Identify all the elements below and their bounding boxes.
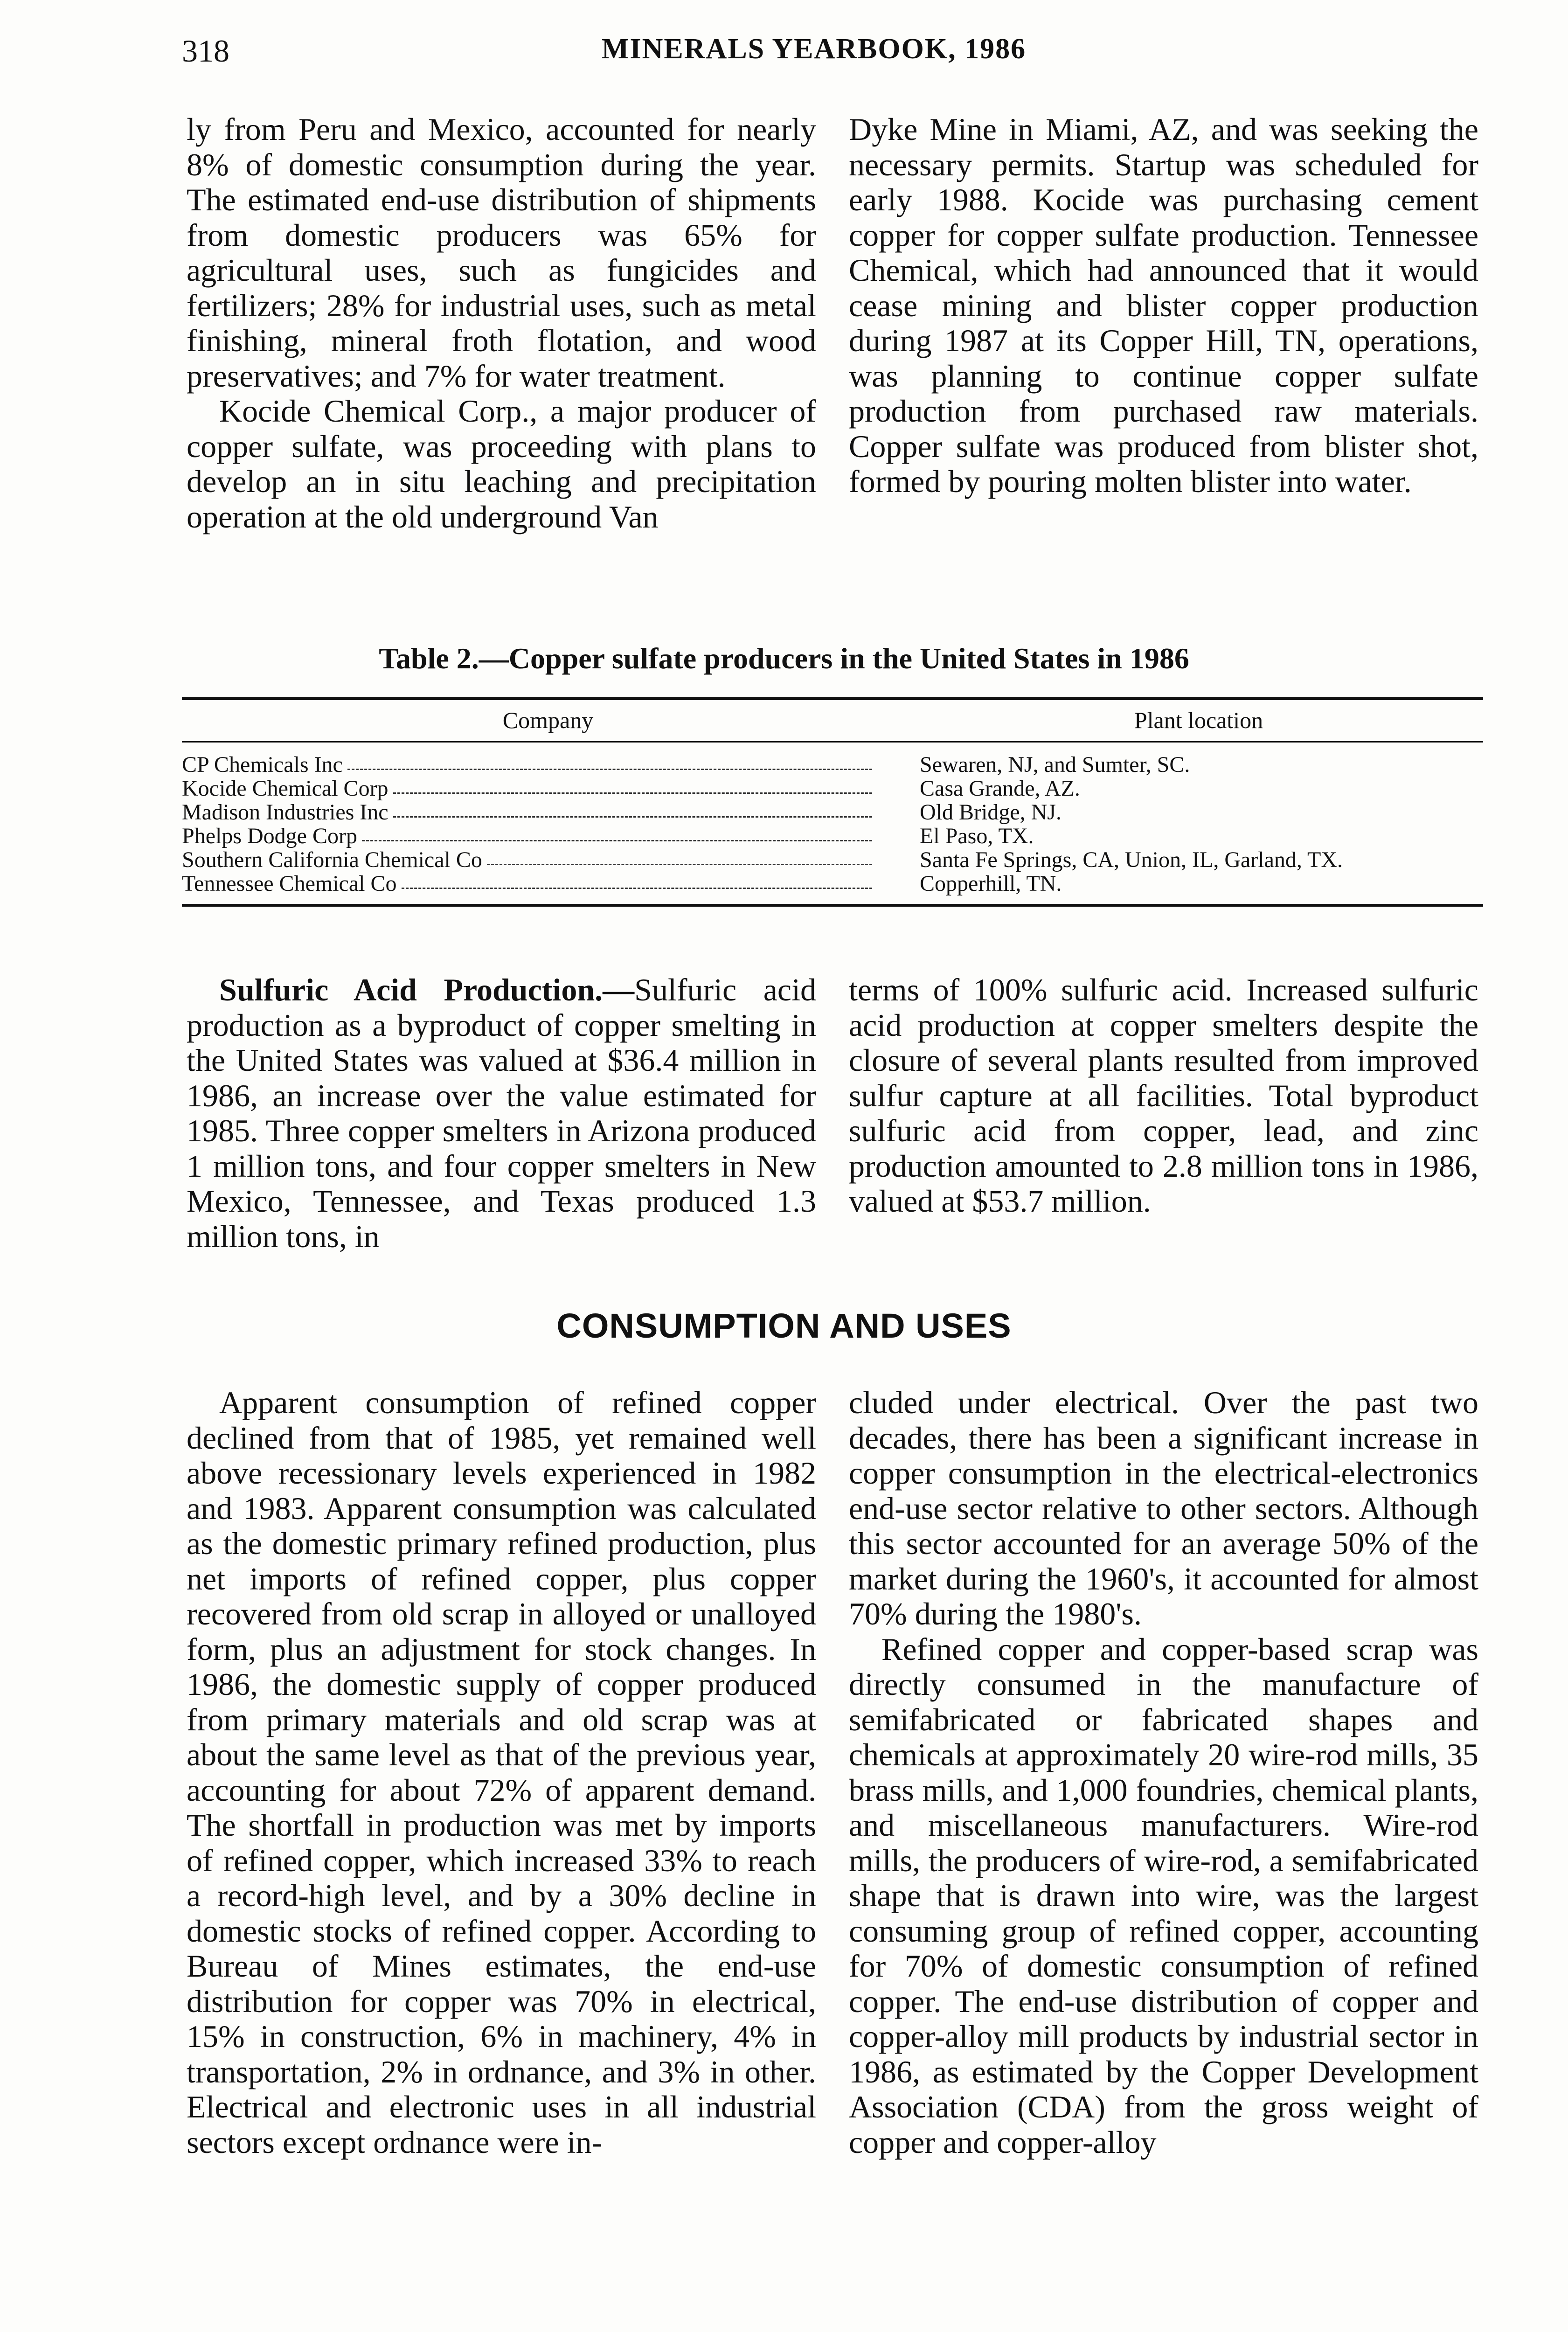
company-cell: Tennessee Chemical Co (182, 872, 397, 895)
paragraph-text: Sulfuric acid production as a byproduct of copper smelting in the United States was valued at $36.4 million in 1986, an increase over the value estimated for 1985. Three copper smelters in Arizona produced 1 million tons, and four copper smelters in New Mexico, Tennessee, and Texas produced 1.3 million tons, in (187, 972, 816, 1254)
location-cell: Old Bridge, NJ. (920, 800, 1062, 825)
intro-right-column (849, 112, 1478, 500)
column-header-location: Plant location (1134, 707, 1263, 733)
producers-table (182, 697, 1483, 907)
table-row (182, 753, 1483, 777)
sulfuric-acid-right-column (849, 972, 1478, 1219)
table-title: Table 2.—Copper sulfate producers in the United States in 1986 (379, 642, 1189, 675)
table-row (182, 824, 1483, 848)
sulfuric-acid-left-column (187, 972, 816, 1254)
table-row (182, 777, 1483, 800)
intro-left-column (187, 112, 816, 534)
column-header-company: Company (502, 707, 594, 733)
table-row (182, 800, 1483, 824)
company-cell: Kocide Chemical Corp (182, 777, 389, 800)
dot-leader (393, 800, 872, 818)
paragraph: ly from Peru and Mexico, accounted for nearly 8% of domestic consumption during the year. The estimated end-use distribution of shipments from domestic producers was 65% for agricultural uses, such as fungicides and fertilizers; 28% for industrial uses, such as metal finishing, mineral froth flotation, and wood preservatives; and 7% for water treatment. (187, 111, 816, 394)
dot-leader (362, 824, 872, 841)
dot-leader (402, 872, 873, 889)
dot-leader (347, 753, 872, 770)
paragraph: Kocide Chemical Corp., a major producer of copper sulfate, was proceeding with plans to develop an in situ leaching and precipitation operation at the old underground Van (187, 393, 816, 534)
location-cell: El Paso, TX. (920, 824, 1034, 848)
table-row (182, 872, 1483, 895)
table-bottom-rule (182, 904, 1483, 907)
table-row (182, 848, 1483, 872)
company-cell: Phelps Dodge Corp (182, 824, 357, 848)
company-cell: Madison Industries Inc (182, 800, 389, 824)
run-in-heading: Sulfuric Acid Production.— (219, 972, 635, 1007)
location-cell: Sewaren, NJ, and Sumter, SC. (920, 752, 1190, 777)
section-heading: CONSUMPTION AND USES (556, 1306, 1012, 1345)
table-body (182, 743, 1483, 904)
paragraph: Apparent consumption of refined copper declined from that of 1985, yet remained well above recessionary levels experienced in 1982 and 1983. Apparent consumption was calculated as the domestic primary refined production, plus net imports of refined copper, plus copper recovered from old scrap in alloyed or unalloyed form, plus an adjustment for stock changes. In 1986, the domestic supply of copper produced from primary materials and old scrap was at about the same level as that of the previous year, accounting for about 72% of apparent demand. The shortfall in production was met by imports of refined copper, which increased 33% to reach a record-high level, and by a 30% decline in domestic stocks of refined copper. According to Bureau of Mines estimates, the end-use distribution for copper was 70% in electrical, 15% in construction, 6% in machinery, 4% in transportation, 2% in ordnance, and 3% in other. Electrical and electronic uses in all industrial sectors except ordnance were in- (187, 1385, 816, 2160)
consumption-right-column (849, 1385, 1478, 2160)
dot-leader (393, 777, 872, 794)
company-cell: Southern California Chemical Co (182, 848, 482, 872)
location-cell: Santa Fe Springs, CA, Union, IL, Garland, TX. (920, 847, 1343, 872)
paragraph (187, 972, 816, 1254)
paragraph: cluded under electrical. Over the past two decades, there has been a significant increase in copper consumption in the electrical-electronics end-use sector relative to other sectors. Although this sector accounted for an average 50% of the market during the 1960's, it accounted for almost 70% during the 1980's. (849, 1385, 1478, 1631)
location-cell: Casa Grande, AZ. (920, 776, 1080, 801)
running-title: MINERALS YEARBOOK, 1986 (602, 33, 1027, 65)
paragraph: Refined copper and copper-based scrap was directly consumed in the manufacture of semifabricated or fabricated shapes and chemicals at approximately 20 wire-rod mills, 35 brass mills, and 1,000 foundries, chemical plants, and miscellaneous manufacturers. Wire-rod mills, the producers of wire-rod, a semifabricated shape that is drawn into wire, was the largest consuming group of refined copper, accounting for 70% of domestic consumption of refined copper. The end-use distribution of copper and copper-alloy mill products by industrial sector in 1986, as estimated by the Copper Development Association (CDA) from the gross weight of copper and copper-alloy (849, 1631, 1478, 2160)
company-cell: CP Chemicals Inc (182, 753, 343, 777)
dot-leader (487, 848, 872, 865)
paragraph: Dyke Mine in Miami, AZ, and was seeking the necessary permits. Startup was scheduled for early 1988. Kocide was purchasing cement copper for copper sulfate production. Tennessee Chemical, which had announced that it would cease mining and blister copper production during 1987 at its Copper Hill, TN, operations, was planning to continue copper sulfate production from purchased raw materials. Copper sulfate was produced from blister shot, formed by pouring molten blister into water. (849, 111, 1478, 499)
consumption-left-column (187, 1385, 816, 2160)
paragraph: terms of 100% sulfuric acid. Increased sulfuric acid production at copper smelters despite the closure of several plants resulted from improved sulfur capture at all facilities. Total byproduct sulfuric acid from copper, lead, and zinc production amounted to 2.8 million tons in 1986, valued at $53.7 million. (849, 972, 1478, 1219)
page-number: 318 (182, 33, 229, 69)
table-header (182, 700, 1483, 741)
location-cell: Copperhill, TN. (920, 871, 1062, 896)
